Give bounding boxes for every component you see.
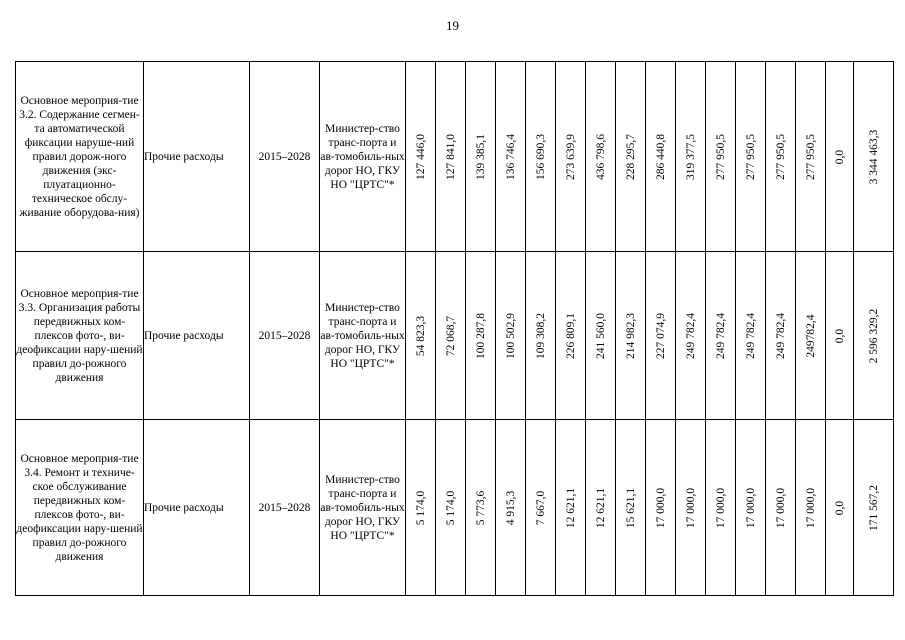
expense-type: Прочие расходы [144,252,250,420]
value-cell: 17 000,0 [706,420,736,596]
value-cell: 12 621,1 [586,420,616,596]
value-cell: 17 000,0 [646,420,676,596]
value-cell: 249 782,4 [706,252,736,420]
value-cell: 227 074,9 [646,252,676,420]
value-cell: 277 950,5 [796,62,826,252]
value-cell: 436 798,6 [586,62,616,252]
value-cell: 249 782,4 [676,252,706,420]
value-cell: 7 667,0 [526,420,556,596]
value-cell: 12 621,1 [556,420,586,596]
table-row [16,420,894,596]
value-cell: 54 823,3 [406,252,436,420]
period: 2015–2028 [250,252,320,420]
value-cell: 273 639,9 [556,62,586,252]
period: 2015–2028 [250,420,320,596]
total-cell: 2 596 329,2 [854,252,894,420]
value-cell: 17 000,0 [766,420,796,596]
value-cell: 0,0 [826,420,854,596]
value-cell: 214 982,3 [616,252,646,420]
value-cell: 109 308,2 [526,252,556,420]
value-cell: 286 440,8 [646,62,676,252]
value-cell: 156 690,3 [526,62,556,252]
value-cell: 15 621,1 [616,420,646,596]
activity-name: Основное мероприя-тие 3.3. Организация работы передвижных ком-плексов фото-, ви-деофиксации нару-шений правил до-рожного движения [16,252,144,420]
total-cell: 171 567,2 [854,420,894,596]
table-row [16,62,894,252]
value-cell: 127 446,0 [406,62,436,252]
value-cell: 249782,4 [796,252,826,420]
value-cell: 100 287,8 [466,252,496,420]
activity-name: Основное мероприя-тие 3.4. Ремонт и техниче-ское обслуживание передвижных ком-плексов фото-, ви-деофиксации нару-шений правил до-рожного движения [16,420,144,596]
value-cell: 0,0 [826,62,854,252]
value-cell: 4 915,3 [496,420,526,596]
value-cell: 72 068,7 [436,252,466,420]
value-cell: 319 377,5 [676,62,706,252]
total-cell: 3 344 463,3 [854,62,894,252]
value-cell: 100 502,9 [496,252,526,420]
value-cell: 249 782,4 [766,252,796,420]
value-cell: 5 174,0 [436,420,466,596]
value-cell: 0,0 [826,252,854,420]
value-cell: 241 560,0 [586,252,616,420]
value-cell: 226 809,1 [556,252,586,420]
page-number: 19 [446,18,459,33]
period: 2015–2028 [250,62,320,252]
value-cell: 5 773,6 [466,420,496,596]
activity-name: Основное мероприя-тие 3.2. Содержание сегмен-та автоматической фиксации наруше-ний правил дорож-ного движения (экс-плуатационно-техническое обслу-живание оборудова-ния) [16,62,144,252]
value-cell: 228 295,7 [616,62,646,252]
value-cell: 127 841,0 [436,62,466,252]
budget-table [15,61,894,596]
value-cell: 17 000,0 [736,420,766,596]
value-cell: 277 950,5 [766,62,796,252]
table-row [16,252,894,420]
value-cell: 277 950,5 [736,62,766,252]
expense-type: Прочие расходы [144,62,250,252]
value-cell: 17 000,0 [796,420,826,596]
value-cell: 136 746,4 [496,62,526,252]
value-cell: 249 782,4 [736,252,766,420]
value-cell: 139 385,1 [466,62,496,252]
value-cell: 5 174,0 [406,420,436,596]
executor: Министер-ство транс-порта и ав-томобиль-ных дорог НО, ГКУ НО "ЦРТС"* [320,420,406,596]
executor: Министер-ство транс-порта и ав-томобиль-ных дорог НО, ГКУ НО "ЦРТС"* [320,62,406,252]
executor: Министер-ство транс-порта и ав-томобиль-ных дорог НО, ГКУ НО "ЦРТС"* [320,252,406,420]
value-cell: 277 950,5 [706,62,736,252]
value-cell: 17 000,0 [676,420,706,596]
expense-type: Прочие расходы [144,420,250,596]
